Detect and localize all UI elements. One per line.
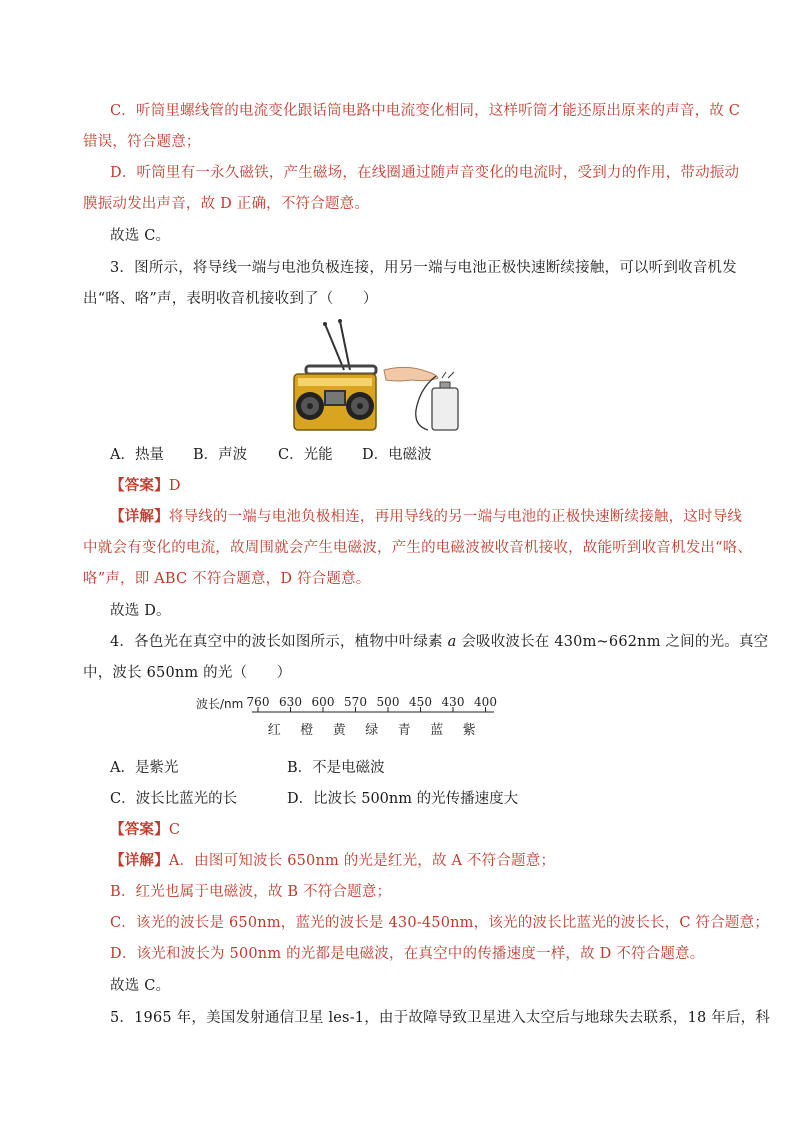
q3-stem-line1: 3．图所示，将导线一端与电池负极连接，用另一端与电池正极快速断续接触，可以听到收音机发 <box>110 260 737 276</box>
q4-detail-a: A．由图可知波长 650nm 的光是红光，故 A 不符合题意； <box>168 853 556 869</box>
q4-option-a: A．是紫光 <box>110 760 179 776</box>
q4-stem-pre: 4．各色光在真空中的波长如图所示，植物中叶绿素 <box>110 634 448 650</box>
q4-detail-line-b: B．红光也属于电磁波，故 B 不符合题意； <box>110 884 392 900</box>
q2-option-c-analysis-line1: C．听筒里螺线管的电流变化跟话筒电路中电流变化相同，这样听筒才能还原出原来的声音，故 C <box>110 103 741 119</box>
wavelength-value-label: 570 <box>344 695 367 709</box>
q3-detail-line1 <box>110 507 742 527</box>
color-band-label: 绿 <box>365 723 379 738</box>
q4-answer <box>110 820 180 840</box>
q3-conclusion: 故选 D。 <box>110 603 171 619</box>
q4-detail-line-c: C．该光的波长是 650nm，蓝光的波长是 430-450nm，该光的波长比蓝光的波长长，C 符合题意； <box>110 915 770 931</box>
wavelength-value-label: 430 <box>441 695 465 709</box>
q3-stem-line2: 出“咯、咯”声，表明收音机接收到了（ ） <box>83 291 378 307</box>
color-band-label: 红 <box>267 723 281 738</box>
color-band-label: 蓝 <box>430 723 444 738</box>
q3-detail-line3: 咯”声，即 ABC 不符合题意，D 符合题意。 <box>83 571 371 587</box>
q2-option-d-analysis-line2: 膜振动发出声音，故 D 正确，不符合题意。 <box>83 196 370 212</box>
color-band-label: 橙 <box>300 723 314 738</box>
color-band-label: 黄 <box>332 723 346 738</box>
color-band-label: 紫 <box>462 723 476 738</box>
q4-detail-label: 【详解】 <box>110 852 169 869</box>
q4-stem-post: 会吸收波长在 430m~662nm 之间的光。真空 <box>456 634 769 650</box>
radio-battery-figure <box>288 318 478 436</box>
q4-option-d: D．比波长 500nm 的光传播速度大 <box>287 791 519 807</box>
q4-detail-line-d: D．该光和波长为 500nm 的光都是电磁波，在真空中的传播速度一样，故 D 不符合题意。 <box>110 946 705 962</box>
q4-stem-a: a <box>447 634 457 650</box>
q2-option-c-analysis-line2: 错误，符合题意； <box>83 134 201 150</box>
q2-option-d-analysis-line1: D．听筒里有一永久磁铁，产生磁场，在线圈通过随声音变化的电流时，受到力的作用，带动振动 <box>110 165 740 181</box>
q3-answer-value: D <box>168 478 181 494</box>
wavelength-axis-label: 波长/nm <box>196 697 244 711</box>
wavelength-value-label: 760 <box>246 695 270 709</box>
q4-answer-label: 【答案】 <box>110 821 169 838</box>
q3-option-b: B．声波 <box>193 447 248 463</box>
wavelength-value-label: 500 <box>376 695 400 709</box>
q5-stem-line1: 5．1965 年，美国发射通信卫星 les-1，由于故障导致卫星进入太空后与地球失去联系，18 年后，科 <box>110 1010 771 1026</box>
q3-detail-line2: 中就会有变化的电流，故周围就会产生电磁波，产生的电磁波被收音机接收，故能听到收音机发出“咯、 <box>83 540 753 556</box>
q3-answer-label: 【答案】 <box>110 477 169 494</box>
q4-stem-line1 <box>110 632 768 652</box>
wavelength-value-label: 450 <box>409 695 432 709</box>
color-band-label: 青 <box>397 723 411 738</box>
q4-conclusion: 故选 C。 <box>110 978 171 994</box>
q4-option-c: C．波长比蓝光的长 <box>110 791 238 807</box>
q3-detail-text1: 将导线的一端与电池负极相连，再用导线的另一端与电池的正极快速断续接触，这时导线 <box>168 509 743 525</box>
q4-answer-value: C <box>168 822 181 838</box>
q3-option-a: A．热量 <box>110 447 164 463</box>
q4-detail-line-a <box>110 851 555 871</box>
q3-answer <box>110 476 181 496</box>
q2-conclusion: 故选 C。 <box>110 228 171 244</box>
q3-option-d: D．电磁波 <box>362 447 432 463</box>
wavelength-value-label: 600 <box>311 695 335 709</box>
q3-detail-label: 【详解】 <box>110 508 169 525</box>
wavelength-scale-figure <box>196 692 506 744</box>
wavelength-value-label: 630 <box>279 695 302 709</box>
q4-stem-line2: 中，波长 650nm 的光（ ） <box>83 665 292 681</box>
q3-option-c: C．光能 <box>278 447 333 463</box>
wavelength-value-label: 400 <box>474 695 497 709</box>
q4-option-b: B．不是电磁波 <box>287 760 385 776</box>
